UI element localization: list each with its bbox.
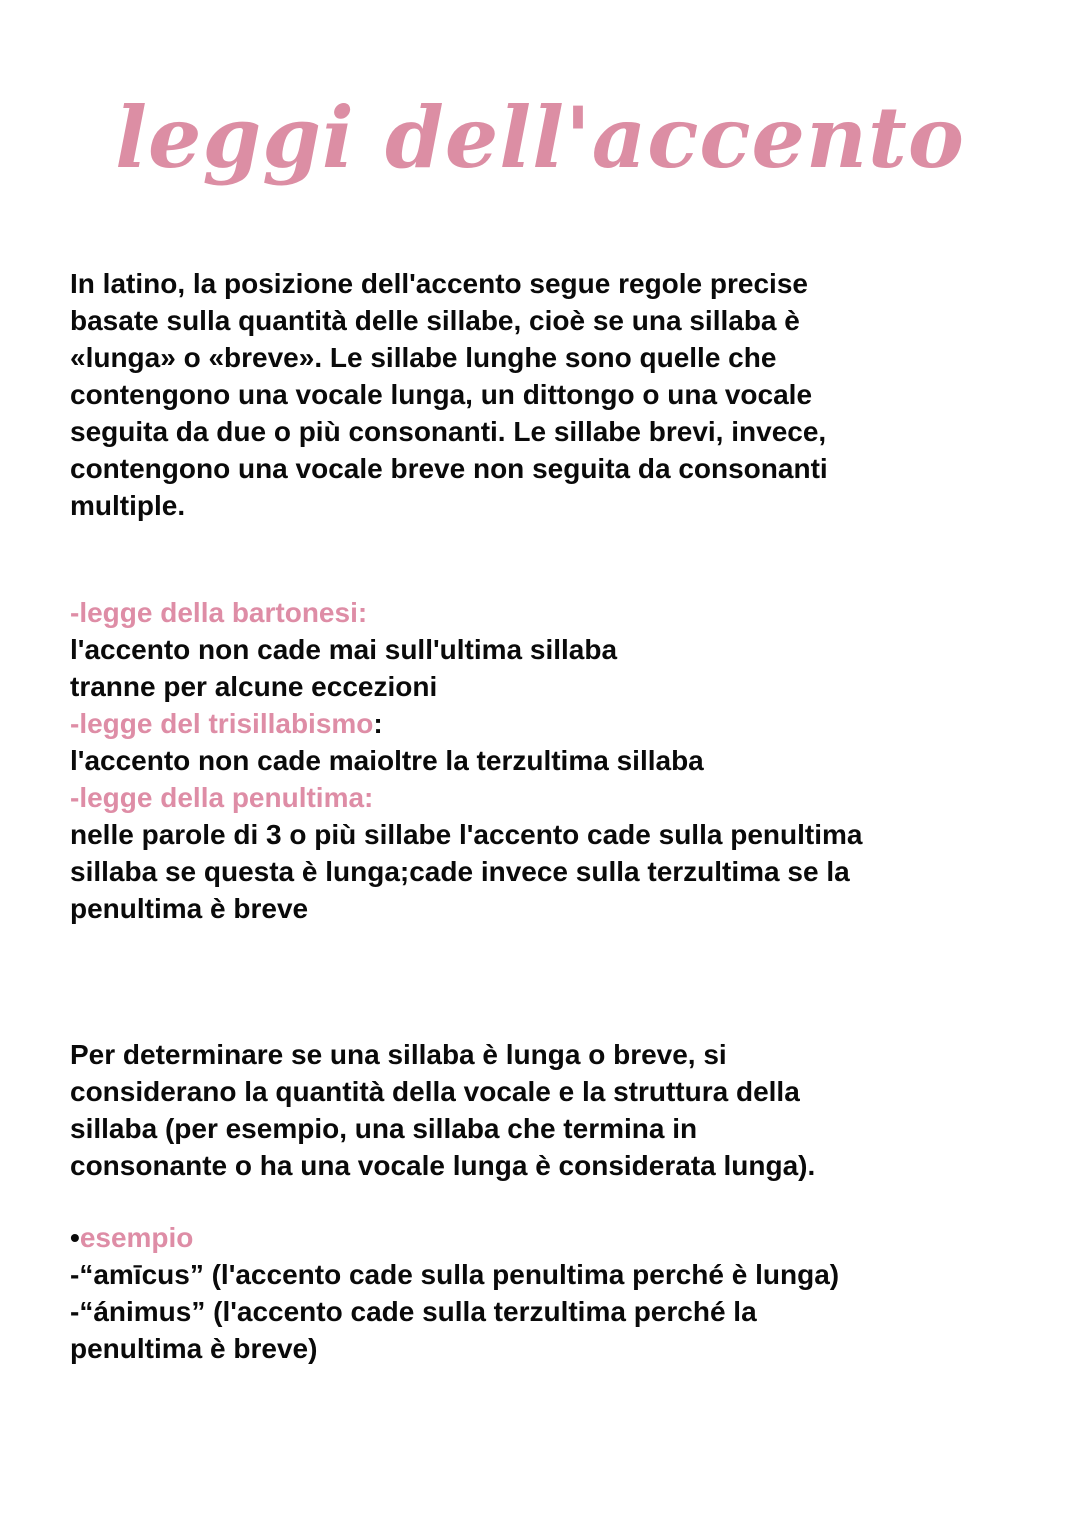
bullet: • — [70, 1222, 80, 1253]
text-line: consonante o ha una vocale lunga è considerata lunga). — [70, 1150, 816, 1181]
text-line: sillaba (per esempio, una sillaba che termina in — [70, 1113, 698, 1144]
text-line: nelle parole di 3 o più sillabe l'accento cade sulla penultima — [70, 819, 863, 850]
page-title: leggi dell'accento — [115, 88, 965, 187]
text-line: contengono una vocale breve non seguita da consonanti — [70, 453, 828, 484]
text-line: Per determinare se una sillaba è lunga o breve, si — [70, 1039, 727, 1070]
text-line: l'accento non cade maioltre la terzultima sillaba — [70, 745, 704, 776]
example-heading-text: esempio — [79, 1222, 194, 1253]
text-line: -“ánimus” (l'accento cade sulla terzultima perché la — [70, 1296, 757, 1327]
text-line: l'accento non cade mai sull'ultima sillaba — [70, 634, 618, 665]
determine-paragraph — [70, 1036, 815, 1184]
text-line: In latino, la posizione dell'accento segue regole precise — [70, 268, 808, 299]
law-heading-penultima: -legge della penultima: — [70, 782, 374, 813]
text-line: basate sulla quantità delle sillabe, cioè se una sillaba è — [70, 305, 800, 336]
colon: : — [373, 708, 383, 739]
text-line: sillaba se questa è lunga;cade invece sulla terzultima se la — [70, 856, 850, 887]
text-line: seguita da due o più consonanti. Le sillabe brevi, invece, — [70, 416, 827, 447]
text-line: multiple. — [70, 490, 186, 521]
law-heading-trisillabismo — [70, 705, 862, 742]
text-line: «lunga» o «breve». Le sillabe lunghe sono quelle che — [70, 342, 777, 373]
text-line: tranne per alcune eccezioni — [70, 671, 438, 702]
law-heading-bartonesi: -legge della bartonesi: — [70, 597, 368, 628]
text-line: penultima è breve — [70, 893, 309, 924]
law-heading-text: -legge del trisillabismo — [70, 708, 374, 739]
intro-paragraph — [70, 265, 828, 524]
text-line: considerano la quantità della vocale e la struttura della — [70, 1076, 800, 1107]
text-line: penultima è breve) — [70, 1333, 318, 1364]
text-line: -“amīcus” (l'accento cade sulla penultima perché è lunga) — [70, 1259, 840, 1290]
laws-section — [70, 594, 862, 927]
example-heading — [70, 1219, 839, 1256]
example-section — [70, 1219, 839, 1367]
text-line: contengono una vocale lunga, un dittongo o una vocale — [70, 379, 813, 410]
